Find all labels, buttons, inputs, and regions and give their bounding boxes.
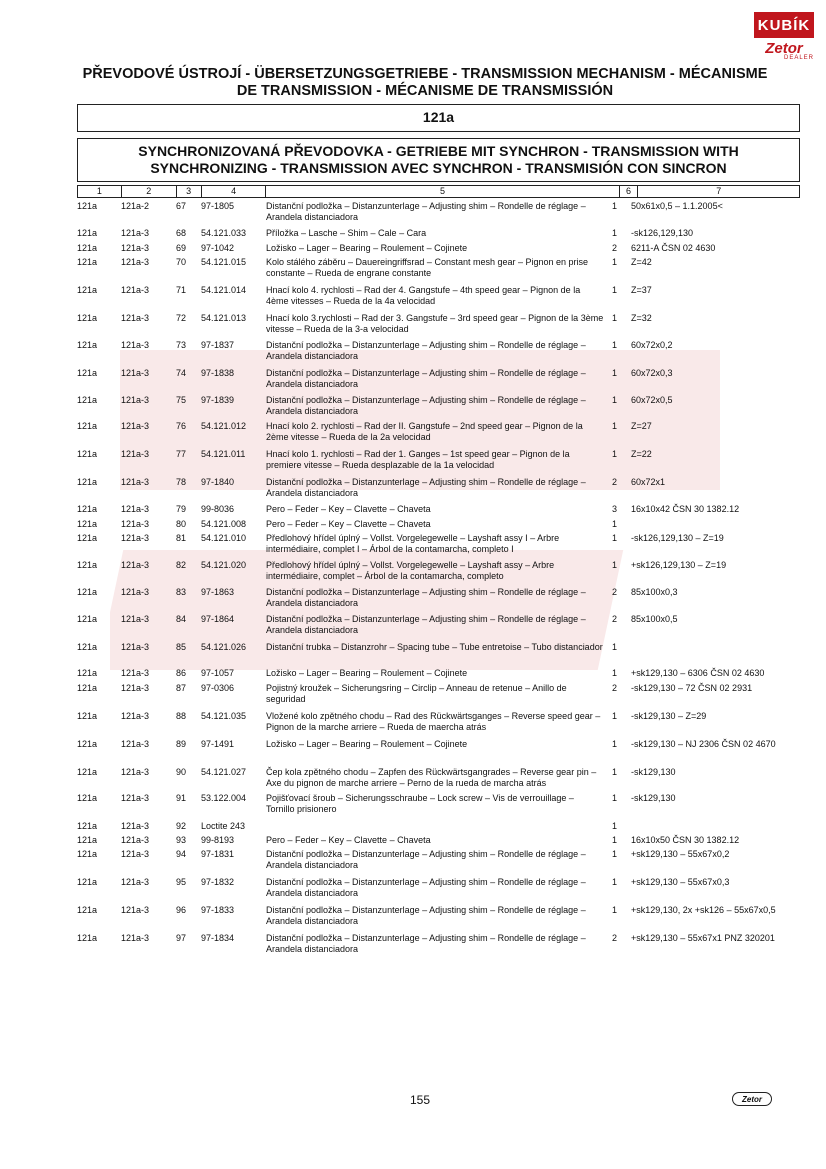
table-cell-c1: 121a (77, 395, 98, 405)
table-cell-c3: 87 (176, 683, 187, 693)
table-cell-c3: 74 (176, 368, 187, 378)
table-cell-c1: 121a (77, 835, 98, 845)
table-cell-c4: 97-1833 (201, 905, 235, 915)
table-cell-c4: 97-1863 (201, 587, 235, 597)
table-cell-c1: 121a (77, 821, 98, 831)
table-cell-c2: 121a-3 (121, 395, 150, 405)
zetor-logo-text: Zetor (765, 40, 803, 57)
table-cell-c1: 121a (77, 519, 98, 529)
table-cell-c3: 96 (176, 905, 187, 915)
table-cell-qty: 1 (612, 793, 618, 803)
table-cell-c3: 91 (176, 793, 187, 803)
table-cell-c1: 121a (77, 849, 98, 859)
table-cell-c1: 121a (77, 739, 98, 749)
table-cell-c4: 97-1491 (201, 739, 235, 749)
table-cell-qty: 1 (612, 821, 618, 831)
table-cell-c2: 121a-3 (121, 711, 150, 721)
table-cell-desc: Hnací kolo 4. rychlosti – Rad der 4. Gangstufe – 4th speed gear – Pignon de la 4ème vitesses – Rueda de la 4a velocidad (266, 285, 581, 306)
table-cell-note: 16x10x42 ČSN 30 1382.12 (631, 504, 740, 514)
table-cell-desc: Pero – Feder – Key – Clavette – Chaveta (266, 519, 431, 529)
table-cell-desc: Distanční podložka – Distanzunterlage – Adjusting shim – Rondelle de réglage – Arandela distanciadora (266, 587, 586, 608)
table-cell-desc: Hnací kolo 3.rychlosti – Rad der 3. Gangstufe – 3rd speed gear – Pignon de la 3ème vitesse – Rueda de la 3-a velocidad (266, 313, 604, 334)
table-cell-c2: 121a-3 (121, 642, 150, 652)
table-cell-c2: 121a-3 (121, 449, 150, 459)
table-cell-c4: 54.121.014 (201, 285, 247, 295)
table-cell-qty: 1 (612, 257, 618, 267)
column-header: 4 (202, 186, 267, 197)
table-cell-desc: Distanční podložka – Distanzunterlage – Adjusting shim – Rondelle de réglage – Arandela distanciadora (266, 849, 586, 870)
table-cell-desc: Distanční podložka – Distanzunterlage – Adjusting shim – Rondelle de réglage – Arandela distanciadora (266, 905, 586, 926)
table-cell-c2: 121a-3 (121, 243, 150, 253)
table-cell-desc: Distanční podložka – Distanzunterlage – Adjusting shim – Rondelle de réglage – Arandela distanciadora (266, 201, 586, 222)
table-cell-c4: 97-1834 (201, 933, 235, 943)
table-cell-c2: 121a-3 (121, 421, 150, 431)
table-cell-qty: 1 (612, 313, 618, 323)
table-cell-note: -sk126,129,130 (631, 228, 694, 238)
table-cell-note: 60x72x0,2 (631, 340, 673, 350)
table-cell-c1: 121a (77, 668, 98, 678)
table-cell-c3: 73 (176, 340, 187, 350)
table-cell-qty: 2 (612, 587, 618, 597)
table-cell-c1: 121a (77, 587, 98, 597)
table-cell-qty: 2 (612, 477, 618, 487)
table-cell-c2: 121a-3 (121, 849, 150, 859)
table-cell-c1: 121a (77, 313, 98, 323)
table-cell-c4: 97-1839 (201, 395, 235, 405)
table-cell-desc: Předlohový hřídel úplný – Vollst. Vorgelegewelle – Layshaft assy – Arbre intermédiaire, complet – Árbol de la contamarcha, completo (266, 560, 555, 581)
table-cell-note: -sk129,130 (631, 767, 676, 777)
subsection-title: SYNCHRONIZOVANÁ PŘEVODOVKA - GETRIEBE MIT SYNCHRON - TRANSMISSION WITH SYNCHRONIZING - TRANSMISSION AVEC SYNCHRON - TRANSMISIÓN CON SINCRON (77, 138, 800, 182)
table-cell-qty: 1 (612, 201, 618, 211)
table-cell-qty: 1 (612, 835, 618, 845)
table-cell-desc: Vložené kolo zpětného chodu – Rad des Rückwärtsganges – Reverse speed gear – Pignon de la marche arriere – Rueda de maercha atrás (266, 711, 601, 732)
table-cell-note: Z=32 (631, 313, 652, 323)
table-cell-c1: 121a (77, 683, 98, 693)
section-code: 121a (77, 104, 800, 132)
table-cell-c4: Loctite 243 (201, 821, 246, 831)
table-cell-c2: 121a-2 (121, 201, 150, 211)
table-cell-c4: 97-1837 (201, 340, 235, 350)
table-cell-c3: 86 (176, 668, 187, 678)
table-cell-c4: 97-1832 (201, 877, 235, 887)
table-cell-c2: 121a-3 (121, 614, 150, 624)
table-cell-c4: 97-1042 (201, 243, 235, 253)
table-cell-c4: 97-1840 (201, 477, 235, 487)
table-cell-c1: 121a (77, 340, 98, 350)
table-cell-note: Z=37 (631, 285, 652, 295)
column-header: 6 (620, 186, 639, 197)
table-cell-c4: 97-0306 (201, 683, 235, 693)
table-cell-c1: 121a (77, 614, 98, 624)
table-cell-qty: 2 (612, 683, 618, 693)
table-cell-note: Z=22 (631, 449, 652, 459)
table-cell-c4: 54.121.010 (201, 533, 247, 543)
table-cell-desc: Distanční podložka – Distanzunterlage – Adjusting shim – Rondelle de réglage – Arandela distanciadora (266, 395, 586, 416)
table-cell-qty: 1 (612, 368, 618, 378)
table-cell-c3: 68 (176, 228, 187, 238)
table-cell-c2: 121a-3 (121, 477, 150, 487)
table-cell-qty: 2 (612, 614, 618, 624)
table-cell-qty: 1 (612, 668, 618, 678)
table-cell-desc: Pojistný kroužek – Sicherungsring – Circlip – Anneau de retenue – Anillo de seguridad (266, 683, 567, 704)
table-cell-c4: 54.121.013 (201, 313, 247, 323)
table-cell-c3: 77 (176, 449, 187, 459)
table-cell-desc: Distanční podložka – Distanzunterlage – Adjusting shim – Rondelle de réglage – Arandela distanciadora (266, 368, 586, 389)
footer-zetor-logo: Zetor (732, 1092, 772, 1106)
table-cell-c3: 83 (176, 587, 187, 597)
table-cell-c2: 121a-3 (121, 285, 150, 295)
column-header: 2 (122, 186, 177, 197)
table-cell-c4: 54.121.015 (201, 257, 247, 267)
table-cell-note: -sk129,130 – NJ 2306 ČSN 02 4670 (631, 739, 776, 749)
table-cell-desc: Distanční trubka – Distanzrohr – Spacing tube – Tube entretoise – Tubo distanciador (266, 642, 603, 652)
table-cell-c2: 121a-3 (121, 933, 150, 943)
table-cell-note: 85x100x0,3 (631, 587, 678, 597)
table-cell-c3: 67 (176, 201, 187, 211)
table-cell-c1: 121a (77, 504, 98, 514)
table-cell-c3: 75 (176, 395, 187, 405)
table-cell-qty: 1 (612, 560, 618, 570)
column-header: 3 (177, 186, 202, 197)
table-cell-c4: 97-1864 (201, 614, 235, 624)
table-cell-qty: 1 (612, 519, 618, 529)
table-cell-qty: 1 (612, 228, 618, 238)
table-cell-c3: 78 (176, 477, 187, 487)
table-cell-c4: 97-1838 (201, 368, 235, 378)
table-cell-note: 60x72x0,5 (631, 395, 673, 405)
table-cell-c1: 121a (77, 933, 98, 943)
table-cell-note: -sk129,130 – 72 ČSN 02 2931 (631, 683, 753, 693)
table-cell-note: 16x10x50 ČSN 30 1382.12 (631, 835, 740, 845)
page-number: 155 (409, 1093, 431, 1107)
table-cell-c3: 95 (176, 877, 187, 887)
table-cell-c2: 121a-3 (121, 257, 150, 267)
table-cell-c4: 54.121.008 (201, 519, 247, 529)
table-cell-c4: 54.121.020 (201, 560, 247, 570)
table-cell-c1: 121a (77, 368, 98, 378)
table-cell-c4: 54.121.026 (201, 642, 247, 652)
table-cell-c4: 97-1057 (201, 668, 235, 678)
table-cell-c3: 90 (176, 767, 187, 777)
table-cell-c1: 121a (77, 228, 98, 238)
table-cell-c4: 54.121.011 (201, 449, 246, 459)
table-cell-c4: 53.122.004 (201, 793, 247, 803)
table-cell-c2: 121a-3 (121, 313, 150, 323)
table-cell-note: Z=27 (631, 421, 652, 431)
table-cell-c3: 85 (176, 642, 187, 652)
table-cell-note: Z=42 (631, 257, 652, 267)
table-cell-note: +sk129,130 – 6306 ČSN 02 4630 (631, 668, 765, 678)
table-cell-c4: 54.121.033 (201, 228, 247, 238)
table-cell-qty: 1 (612, 533, 618, 543)
page-title: PŘEVODOVÉ ÚSTROJÍ - ÜBERSETZUNGSGETRIEBE - TRANSMISSION MECHANISM - MÉCANISME DE TRANSMISSION - MÉCANISME DE TRANSMISSIÓN (82, 66, 768, 99)
table-cell-desc: Příložka – Lasche – Shim – Cale – Cara (266, 228, 427, 238)
table-cell-qty: 2 (612, 933, 618, 943)
column-header: 1 (78, 186, 122, 197)
table-cell-c3: 76 (176, 421, 187, 431)
table-cell-desc: Distanční podložka – Distanzunterlage – Adjusting shim – Rondelle de réglage – Arandela distanciadora (266, 933, 586, 954)
table-cell-c2: 121a-3 (121, 821, 150, 831)
table-cell-desc: Distanční podložka – Distanzunterlage – Adjusting shim – Rondelle de réglage – Arandela distanciadora (266, 340, 586, 361)
table-cell-c4: 54.121.012 (201, 421, 247, 431)
table-cell-note: +sk126,129,130 – Z=19 (631, 560, 727, 570)
table-cell-c2: 121a-3 (121, 504, 150, 514)
table-cell-c1: 121a (77, 877, 98, 887)
kubik-zetor-logo (754, 12, 814, 64)
table-cell-note: -sk126,129,130 – Z=19 (631, 533, 724, 543)
table-cell-c2: 121a-3 (121, 905, 150, 915)
table-cell-c4: 97-1805 (201, 201, 235, 211)
table-cell-qty: 1 (612, 739, 618, 749)
table-cell-c2: 121a-3 (121, 533, 150, 543)
column-header: 5 (266, 186, 619, 197)
table-cell-qty: 1 (612, 767, 618, 777)
table-cell-c2: 121a-3 (121, 767, 150, 777)
table-cell-qty: 1 (612, 905, 618, 915)
column-header-row (77, 185, 800, 198)
table-cell-c3: 79 (176, 504, 187, 514)
table-cell-desc: Kolo stálého záběru – Dauereingriffsrad – Constant mesh gear – Pignon en prise constante – Rueda de engrane constante (266, 257, 589, 278)
table-cell-c2: 121a-3 (121, 877, 150, 887)
table-cell-desc: Pojišťovací šroub – Sicherungsschraube – Lock screw – Vis de verrouillage – Tornillo prisionero (266, 793, 574, 814)
table-cell-note: 50x61x0,5 – 1.1.2005< (631, 201, 723, 211)
table-cell-note: +sk129,130 – 55x67x1 PNZ 320201 (631, 933, 775, 943)
table-cell-c2: 121a-3 (121, 668, 150, 678)
table-cell-desc: Ložisko – Lager – Bearing – Roulement – Cojinete (266, 739, 468, 749)
table-cell-desc: Pero – Feder – Key – Clavette – Chaveta (266, 835, 431, 845)
dealer-logo-text: DEALER (783, 55, 814, 61)
table-cell-c3: 71 (176, 285, 187, 295)
table-cell-c3: 92 (176, 821, 187, 831)
table-cell-note: 85x100x0,5 (631, 614, 678, 624)
table-cell-qty: 3 (612, 504, 618, 514)
table-cell-qty: 1 (612, 642, 618, 652)
table-cell-c2: 121a-3 (121, 340, 150, 350)
table-cell-c3: 81 (176, 533, 187, 543)
table-cell-c1: 121a (77, 533, 98, 543)
table-cell-c2: 121a-3 (121, 793, 150, 803)
table-cell-qty: 1 (612, 395, 618, 405)
table-cell-c4: 99-8193 (201, 835, 235, 845)
column-header: 7 (716, 186, 722, 196)
table-cell-c2: 121a-3 (121, 519, 150, 529)
table-cell-c1: 121a (77, 793, 98, 803)
table-cell-note: +sk129,130 – 55x67x0,2 (631, 849, 730, 859)
table-cell-c1: 121a (77, 201, 98, 211)
table-cell-c3: 93 (176, 835, 187, 845)
table-cell-c4: 54.121.035 (201, 711, 247, 721)
table-cell-note: -sk129,130 (631, 793, 676, 803)
table-cell-desc: Hnací kolo 2. rychlosti – Rad der II. Gangstufe – 2nd speed gear – Pignon de la 2ème vitesse – Rueda de la 2a velocidad (266, 421, 583, 442)
table-cell-desc: Distanční podložka – Distanzunterlage – Adjusting shim – Rondelle de réglage – Arandela distanciadora (266, 477, 586, 498)
table-cell-note: +sk129,130, 2x +sk126 – 55x67x0,5 (631, 905, 776, 915)
table-cell-qty: 1 (612, 340, 618, 350)
table-cell-qty: 2 (612, 243, 618, 253)
table-cell-qty: 1 (612, 711, 618, 721)
table-cell-c1: 121a (77, 642, 98, 652)
table-cell-c3: 84 (176, 614, 187, 624)
table-cell-note: -sk129,130 – Z=29 (631, 711, 707, 721)
table-cell-note: 60x72x0,3 (631, 368, 673, 378)
table-cell-c1: 121a (77, 285, 98, 295)
table-cell-note: 6211-A ČSN 02 4630 (631, 243, 716, 253)
table-cell-c3: 97 (176, 933, 187, 943)
table-cell-c3: 89 (176, 739, 187, 749)
table-cell-c3: 70 (176, 257, 187, 267)
table-cell-desc: Ložisko – Lager – Bearing – Roulement – Cojinete (266, 243, 468, 253)
table-cell-qty: 1 (612, 285, 618, 295)
table-cell-c4: 99-8036 (201, 504, 235, 514)
table-cell-qty: 1 (612, 849, 618, 859)
table-cell-desc: Ložisko – Lager – Bearing – Roulement – Cojinete (266, 668, 468, 678)
table-cell-c3: 94 (176, 849, 187, 859)
table-cell-qty: 1 (612, 421, 618, 431)
table-cell-qty: 1 (612, 877, 618, 887)
table-cell-c4: 97-1831 (201, 849, 235, 859)
table-cell-c1: 121a (77, 243, 98, 253)
table-cell-c1: 121a (77, 905, 98, 915)
table-cell-c1: 121a (77, 767, 98, 777)
table-cell-desc: Hnací kolo 1. rychlosti – Rad der 1. Ganges – 1st speed gear – Pignon de la premiere vitesse – Rueda desplazable de la 1a velocidad (266, 449, 570, 470)
table-cell-desc: Pero – Feder – Key – Clavette – Chaveta (266, 504, 431, 514)
kubik-logo-text: KUBÍK (754, 12, 814, 38)
table-cell-c3: 88 (176, 711, 187, 721)
table-cell-c2: 121a-3 (121, 587, 150, 597)
table-cell-c2: 121a-3 (121, 835, 150, 845)
table-cell-c1: 121a (77, 449, 98, 459)
table-cell-desc: Čep kola zpětného chodu – Zapfen des Rückwärtsgangrades – Reverse gear pin – Axe du pignon de marche arriere – Perno de la rueda de marcha atrás (266, 767, 597, 788)
table-cell-c2: 121a-3 (121, 683, 150, 693)
table-cell-c1: 121a (77, 560, 98, 570)
table-cell-desc: Distanční podložka – Distanzunterlage – Adjusting shim – Rondelle de réglage – Arandela distanciadora (266, 877, 586, 898)
table-cell-c1: 121a (77, 257, 98, 267)
table-cell-desc: Předlohový hřídel úplný – Vollst. Vorgelegewelle – Layshaft assy I – Arbre intermédiaire, complet I – Árbol de la contamarcha, completo I (266, 533, 560, 554)
table-cell-note: +sk129,130 – 55x67x0,3 (631, 877, 730, 887)
table-cell-note: 60x72x1 (631, 477, 666, 487)
table-cell-c3: 80 (176, 519, 187, 529)
table-cell-qty: 1 (612, 449, 618, 459)
table-cell-desc: Distanční podložka – Distanzunterlage – Adjusting shim – Rondelle de réglage – Arandela distanciadora (266, 614, 586, 635)
table-cell-c1: 121a (77, 711, 98, 721)
table-cell-c3: 69 (176, 243, 187, 253)
table-cell-c2: 121a-3 (121, 560, 150, 570)
table-cell-c3: 82 (176, 560, 187, 570)
table-cell-c1: 121a (77, 421, 98, 431)
table-cell-c4: 54.121.027 (201, 767, 247, 777)
table-cell-c2: 121a-3 (121, 228, 150, 238)
table-cell-c2: 121a-3 (121, 739, 150, 749)
table-cell-c3: 72 (176, 313, 187, 323)
table-cell-c1: 121a (77, 477, 98, 487)
table-cell-c2: 121a-3 (121, 368, 150, 378)
